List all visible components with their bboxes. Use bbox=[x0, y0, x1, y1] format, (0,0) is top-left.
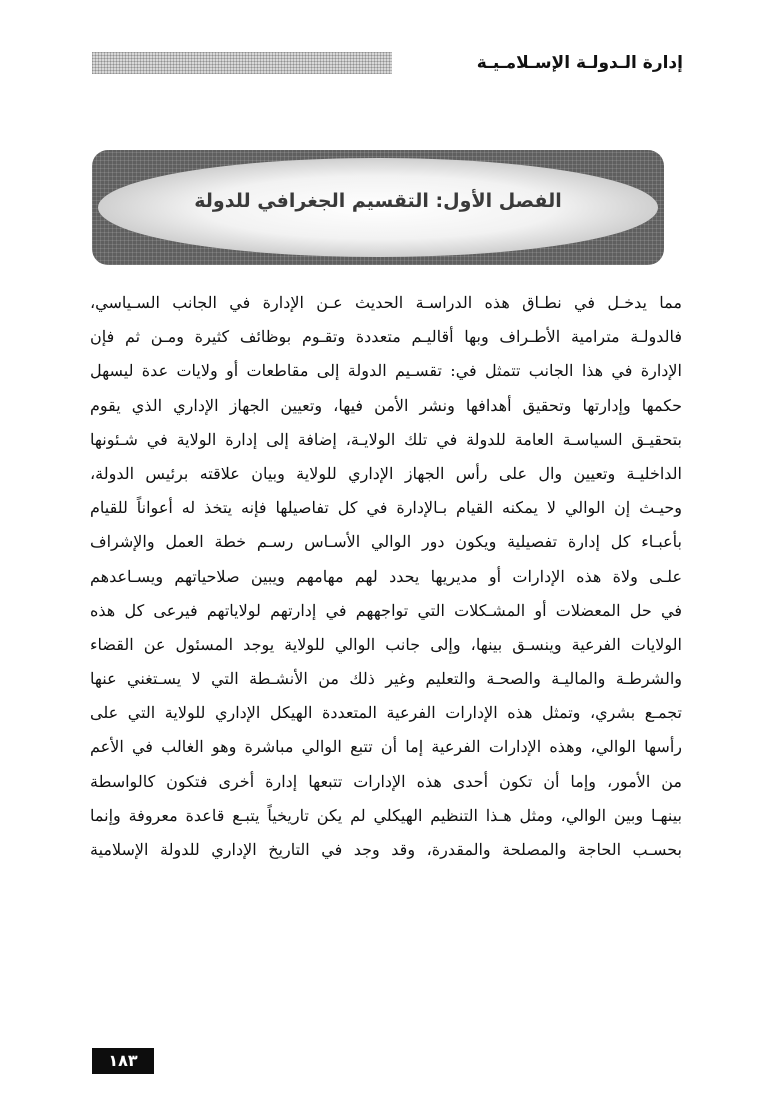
text-line: رأسها الوالي، وهذه الإدارات الفرعية إما أن تتبع الوالي مباشرة وهو الغالب في الأعم bbox=[90, 737, 682, 757]
chapter-banner bbox=[92, 150, 664, 265]
text-line: بحسـب الحاجة والمصلحة والمقدرة، وقد وجد في التاريخ الإداري للدولة الإسلامية bbox=[90, 840, 682, 859]
text-line: مما يدخـل في نطـاق هذه الدراسـة الحديث عـن الإدارة في الجانب السـياسي، bbox=[90, 293, 682, 312]
text-line: الولايات الفرعية وينسـق بينها، وإلى جانب الوالي للولاية يوجد المسئول عن القضاء bbox=[90, 634, 682, 654]
running-header bbox=[92, 48, 683, 78]
text-line: فالدولـة مترامية الأطـراف وبها أقاليـم متعددة وتقـوم بوظائف كثيرة ومـن ثم فإن bbox=[90, 327, 682, 347]
text-line: والشرطـة والماليـة والصحـة والتعليم وغير ذلك من الأنشـطة التي لا يسـتغني عنها bbox=[90, 669, 682, 689]
text-line: حكمها وإدارتها وتحقيق أهدافها ونشر الأمن فيها، وتعيين الجهاز الإداري الذي يقوم bbox=[90, 395, 682, 415]
book-title: إدارة الـدولـة الإسـلامـيـة bbox=[476, 53, 683, 73]
body-text bbox=[90, 286, 682, 867]
text-line: علـى ولاة هذه الإدارات أو مديريها يحدد لهم مهامهم ويبين صلاحياتهم ويسـاعدهم bbox=[90, 566, 682, 586]
chapter-title: الفصل الأول: التقسيم الجغرافي للدولة bbox=[194, 190, 562, 212]
header-decorative-pattern bbox=[92, 52, 392, 74]
text-line: تجمـع بشري، وتمثل هذه الإدارات الفرعية المتعددة الهيكل الإداري للولاية التي على bbox=[90, 703, 682, 723]
page-number: ١٨٣ bbox=[92, 1048, 154, 1074]
text-line: الداخليـة وتعيين وال على رأس الجهاز الإداري للولاية وبيان علاقته برئيس الدولة، bbox=[90, 463, 682, 483]
text-line: وحيـث إن الوالي لا يمكنه القيام بـالإدارة في كل تفاصيلها فإنه يتخذ له أعواناً للقيام bbox=[90, 498, 682, 518]
text-line: بتحقيـق السياسـة العامة للدولة في تلك الولايـة، إضافة إلى إدارة الولاية في شـئونها bbox=[90, 429, 682, 449]
text-line: من الأمور، وإما أن تكون أحدى هذه الإدارات تتبعها إدارة أخرى فتكون كالواسطة bbox=[90, 771, 682, 791]
text-line: بينهـا وبين الوالي، ومثل هـذا التنظيم الهيكلي لم يكن تاريخياً يتبـع قاعدة معروفة وإنما bbox=[90, 805, 682, 825]
text-line: بأعبـاء كل إدارة تفصيلية ويكون دور الوالي الأسـاس رسـم خطة العمل والإشراف bbox=[90, 532, 682, 552]
text-line: في حل المعضلات أو المشـكلات التي تواجههم في إدارتهم لولاياتهم فيرعى كل هذه bbox=[90, 600, 682, 620]
text-line: الإدارة في هذا الجانب تتمثل في: تقسـيم الدولة إلى مقاطعات أو ولايات عدة ليسهل bbox=[90, 361, 682, 381]
